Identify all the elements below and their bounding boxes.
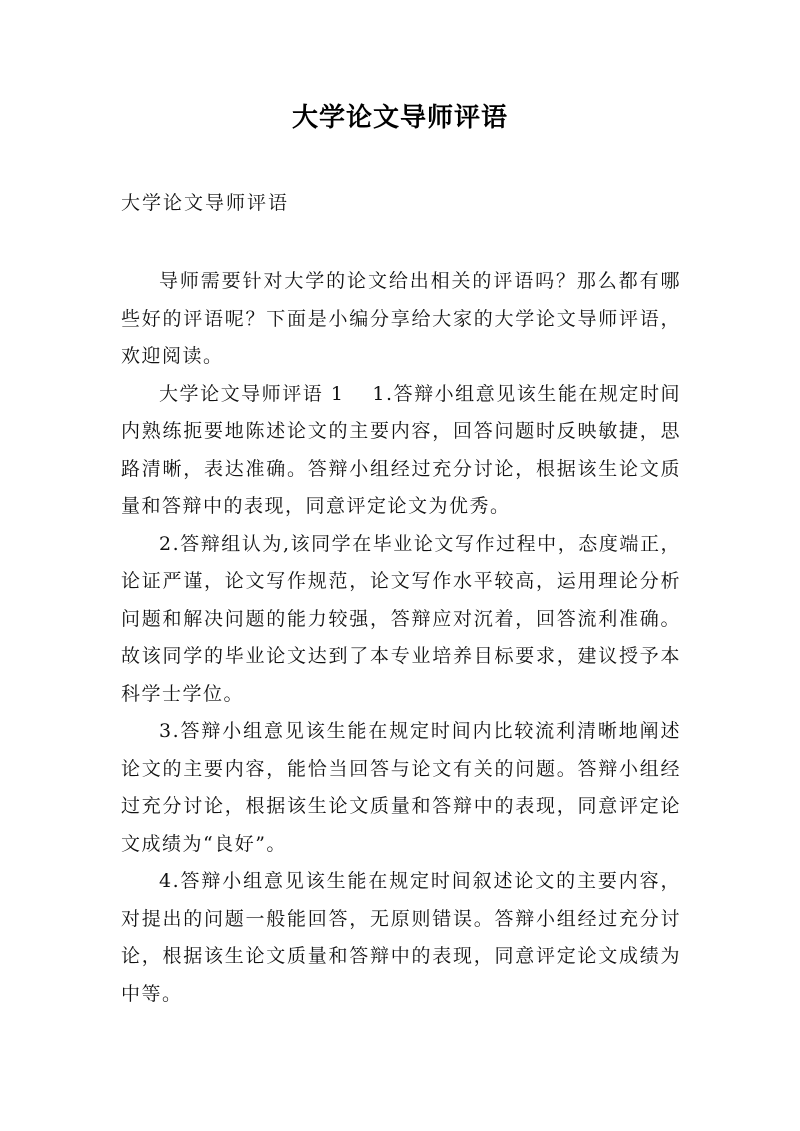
comment-paragraph-1	[121, 376, 681, 526]
comment-paragraph-3: 3.答辩小组意见该生能在规定时间内比较流利清晰地阐述论文的主要内容，能恰当回答与论文有关的问题。答辩小组经过充分讨论，根据该生论文质量和答辩中的表现，同意评定论文成绩为“良好”。	[121, 720, 681, 855]
comment-text-1: 1.答辩小组意见该生能在规定时间内熟练扼要地陈述论文的主要内容，回答问题时反映敏捷，思路清晰，表达准确。答辩小组经过充分讨论，根据该生论文质量和答辩中的表现，同意评定论文为优秀。	[121, 382, 681, 517]
intro-paragraph: 导师需要针对大学的论文给出相关的评语吗？那么都有哪些好的评语呢？下面是小编分享给大家的大学论文导师评语，欢迎阅读。	[121, 270, 681, 367]
document-subtitle: 大学论文导师评语	[121, 192, 290, 214]
section-heading: 大学论文导师评语 1	[159, 382, 345, 405]
document-title: 大学论文导师评语	[291, 103, 508, 133]
comment-paragraph-4: 4.答辩小组意见该生能在规定时间叙述论文的主要内容，对提出的问题一般能回答，无原则错误。答辩小组经过充分讨论，根据该生论文质量和答辩中的表现，同意评定论文成绩为中等。	[121, 870, 681, 1005]
comment-paragraph-2: 2.答辩组认为,该同学在毕业论文写作过程中，态度端正，论证严谨，论文写作规范，论文写作水平较高，运用理论分析问题和解决问题的能力较强，答辩应对沉着，回答流利准确。故该同学的毕业论文达到了本专业培养目标要求，建议授予本科学士学位。	[121, 532, 681, 705]
document-body	[121, 263, 681, 1013]
